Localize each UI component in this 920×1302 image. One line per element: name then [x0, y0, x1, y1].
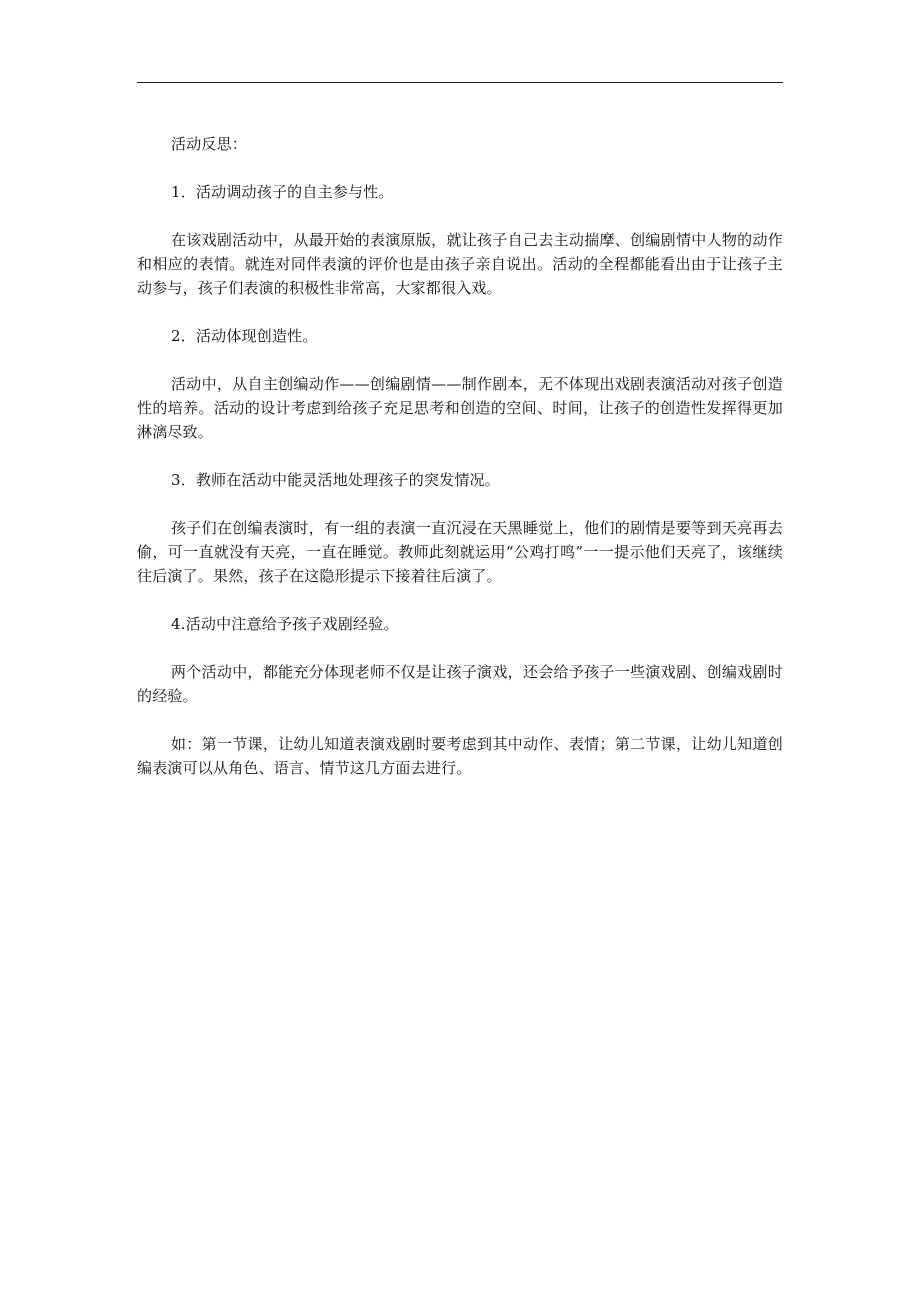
point-heading-1: 1．活动调动孩子的自主参与性。 [171, 183, 394, 201]
point-body-2: 活动中，从自主创编动作——创编剧情——制作剧本，无不体现出戏剧表演活动对孩子创造性的培养。活动的设计考虑到给孩子充足思考和创造的空间、时间，让孩子的创造性发挥得更加淋漓尽致。 [137, 375, 783, 441]
header-divider [137, 82, 783, 83]
point-heading-4: 4.活动中注意给予孩子戏剧经验。 [171, 615, 399, 633]
point-body-1: 在该戏剧活动中，从最开始的表演原版，就让孩子自己去主动揣摩、创编剧情中人物的动作和相应的表情。就连对同伴表演的评价也是由孩子亲自说出。活动的全程都能看出由于让孩子主动参与，孩子们表演的积极性非常高，大家都很入戏。 [137, 231, 783, 297]
point-heading-3: 3．教师在活动中能灵活地处理孩子的突发情况。 [171, 471, 500, 489]
document-body [137, 132, 783, 804]
section-title: 活动反思： [171, 135, 248, 153]
example-paragraph: 如：第一节课，让幼儿知道表演戏剧时要考虑到其中动作、表情；第二节课，让幼儿知道创编表演可以从角色、语言、情节这几方面去进行。 [137, 735, 783, 777]
point-body-4: 两个活动中，都能充分体现老师不仅是让孩子演戏，还会给予孩子一些演戏剧、创编戏剧时的经验。 [137, 663, 783, 705]
point-heading-2: 2．活动体现创造性。 [171, 327, 318, 345]
point-body-3: 孩子们在创编表演时，有一组的表演一直沉浸在天黑睡觉上，他们的剧情是要等到天亮再去偷，可一直就没有天亮，一直在睡觉。教师此刻就运用“公鸡打鸣”一一提示他们天亮了，该继续往后演了。果然，孩子在这隐形提示下接着往后演了。 [137, 519, 783, 585]
